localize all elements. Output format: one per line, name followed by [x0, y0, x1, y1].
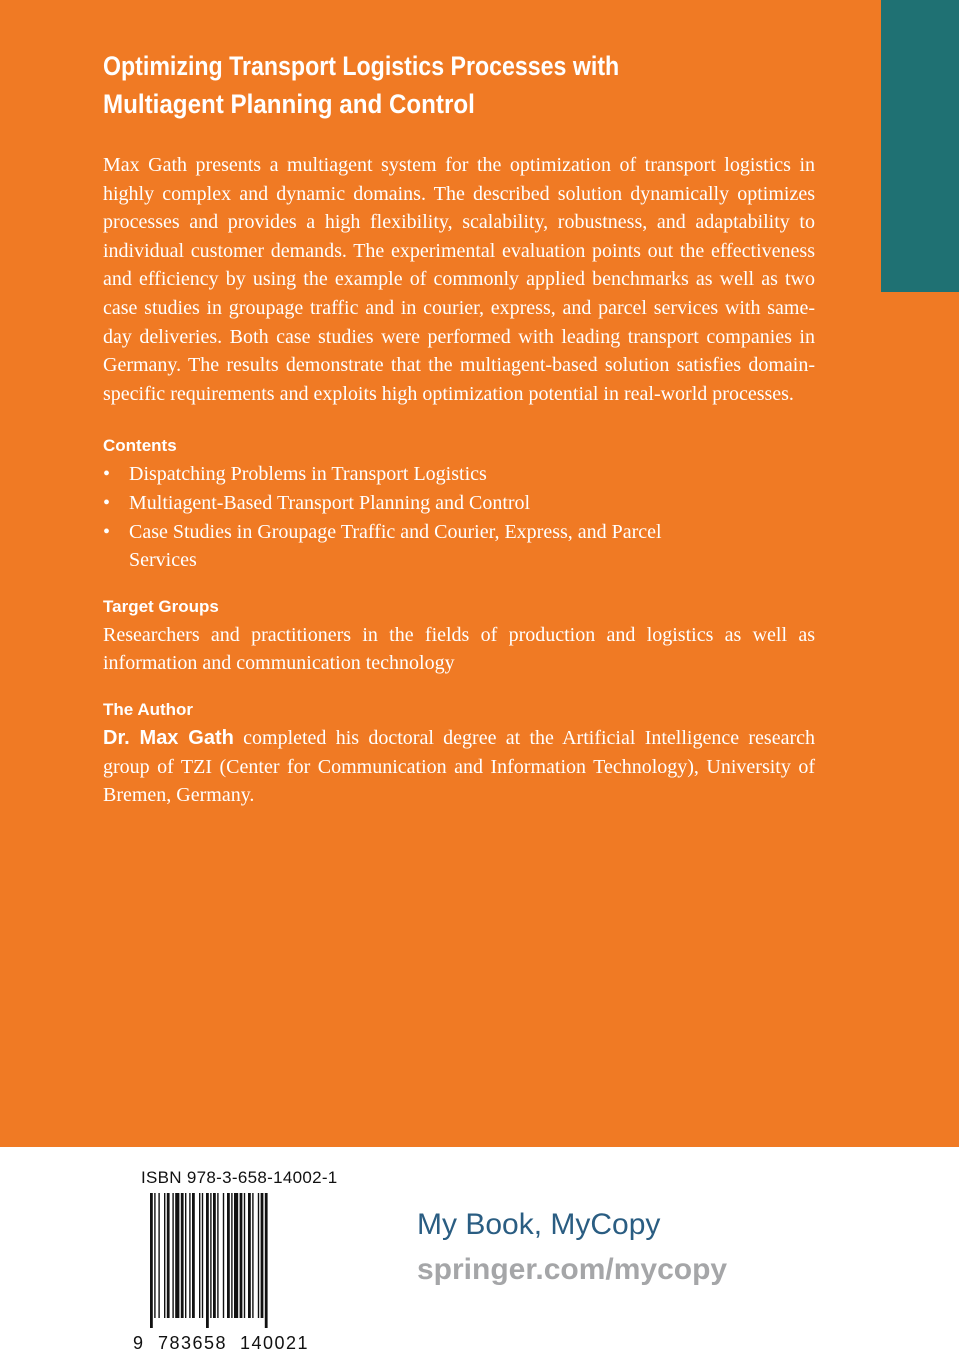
barcode-bar	[240, 1193, 243, 1318]
barcode-right-digits: 140021	[240, 1333, 310, 1353]
back-cover-content	[103, 47, 815, 810]
barcode-bar	[202, 1193, 203, 1318]
barcode-image	[150, 1193, 320, 1328]
bullet-icon: •	[103, 491, 111, 514]
barcode-bar	[231, 1193, 232, 1318]
book-abstract: Max Gath presents a multiagent system for the optimization of transport logistics in highly complex and dynamic domains. The described solution dynamically optimizes processes and provides a high flexibility, scalability, robustness, and adaptability to individual customer demands. The experimental evaluation points out the effectiveness and efficiency by using the example of commonly applied benchmarks as well as two case studies in groupage traffic and in courier, express, and parcel services with same-day deliveries. Both case studies were performed with leading transport companies in Germany. The results demonstrate that the multiagent-based solution satisfies domain-specific requirements and exploits high optimization potential in real-world processes.	[103, 154, 815, 405]
barcode-bar	[265, 1193, 268, 1328]
barcode-bar	[192, 1193, 195, 1318]
barcode-bar	[244, 1193, 245, 1318]
author-heading: The Author	[103, 699, 194, 719]
barcode-bar	[210, 1193, 211, 1318]
barcode-bar	[252, 1193, 253, 1318]
barcode-bar	[181, 1193, 184, 1318]
barcode-bar	[172, 1193, 173, 1318]
isbn-label: ISBN 978-3-658-14002-1	[141, 1168, 338, 1187]
list-item	[103, 489, 815, 518]
barcode-bar	[227, 1193, 230, 1318]
barcode-bar	[258, 1193, 259, 1318]
spine-color-tab	[881, 0, 959, 292]
barcode-left-digits: 783658	[158, 1333, 228, 1353]
mycopy-tagline: My Book, MyCopy	[417, 1208, 661, 1241]
book-title-line-1: Optimizing Transport Logistics Processes with	[103, 51, 620, 81]
contents-item-label: Dispatching Problems in Transport Logistics	[129, 463, 487, 486]
author-bio	[103, 724, 815, 810]
springer-mycopy-url: springer.com/mycopy	[417, 1253, 728, 1286]
contents-item-label: Case Studies in Groupage Traffic and Courier, Express, and Parcel Services	[129, 520, 662, 572]
contents-heading: Contents	[103, 436, 177, 456]
barcode-bar	[154, 1193, 155, 1318]
barcode-bar	[234, 1193, 238, 1318]
barcode-bar	[261, 1193, 264, 1318]
author-bio-text: completed his doctoral degree at the Artificial Intelligence research group of TZI (Center for Communication and Information Technology), University of Bremen, Germany.	[103, 726, 815, 807]
barcode-bar	[213, 1193, 216, 1318]
target-groups-heading: Target Groups	[103, 596, 219, 616]
bullet-icon: •	[103, 520, 111, 543]
barcode-bar	[150, 1193, 153, 1328]
book-title-line-2: Multiagent Planning and Control	[103, 89, 475, 119]
barcode-bar	[175, 1193, 179, 1318]
barcode-bar	[248, 1193, 251, 1318]
target-groups-text: Researchers and practitioners in the fields of production and logistics as well as information and communication technology	[103, 623, 815, 675]
bullet-icon: •	[103, 463, 111, 486]
barcode-lead-digit: 9	[133, 1333, 145, 1353]
list-item	[103, 518, 674, 575]
barcode-bar	[167, 1193, 170, 1318]
barcode-bar	[199, 1193, 200, 1318]
barcode-bar	[185, 1193, 186, 1318]
contents-item-label: Multiagent-Based Transport Planning and Control	[129, 491, 531, 514]
barcode-bar	[206, 1193, 209, 1328]
author-name: Dr. Max Gath	[103, 726, 234, 749]
barcode-bar	[164, 1193, 165, 1318]
list-item	[103, 460, 815, 489]
contents-list	[103, 460, 815, 574]
barcode-bar	[217, 1193, 218, 1318]
barcode-bar	[223, 1193, 224, 1318]
barcode-bar	[189, 1193, 190, 1318]
barcode-bar	[158, 1193, 159, 1318]
book-title	[103, 47, 815, 123]
